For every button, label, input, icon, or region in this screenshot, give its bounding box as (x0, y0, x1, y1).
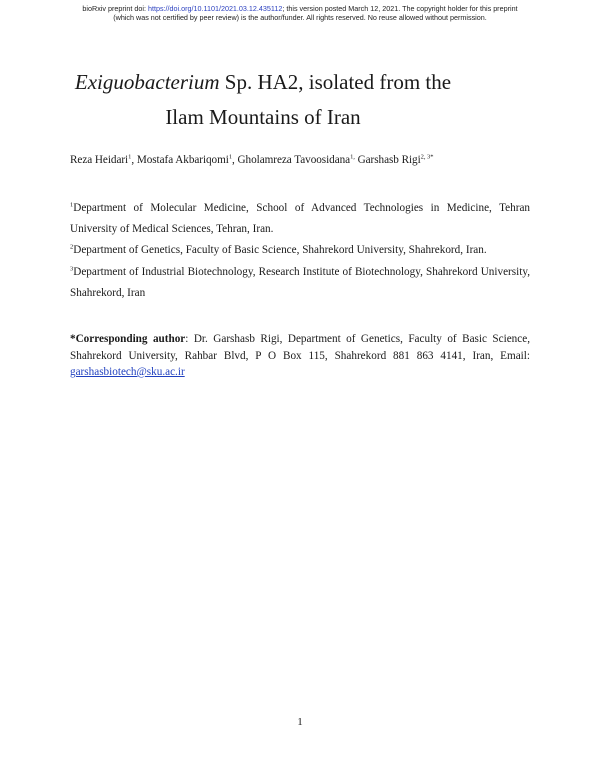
affiliation-2 (70, 240, 530, 261)
preprint-notice-line2: (which was not certified by peer review) is the author/funder. All rights reserved. No reuse allowed without permission. (113, 13, 487, 22)
author-sup: 1 (128, 153, 132, 161)
affiliation-number: 2 (70, 243, 74, 251)
page-number: 1 (297, 716, 303, 728)
affiliation-1 (70, 198, 530, 240)
author-sep: , (131, 154, 137, 166)
author-sup: 1, (350, 153, 355, 161)
preprint-notice (0, 4, 600, 22)
affiliation-number: 1 (70, 201, 74, 209)
affiliation-text: Department of Molecular Medicine, School of Advanced Technologies in Medicine, Tehran University of Medical Sciences, Tehran, Iran. (70, 202, 530, 235)
email-link[interactable]: garshasbiotech@sku.ac.ir (70, 366, 185, 378)
notice-suffix: ; this version posted March 12, 2021. The copyright holder for this preprint (282, 4, 518, 13)
doi-link[interactable]: https://doi.org/10.1101/2021.03.12.435112 (147, 4, 283, 13)
title-line1-rest: Sp. HA2, isolated from the (219, 70, 452, 94)
author-name: Mostafa Akbariqomi (136, 154, 229, 166)
author-sup: 1 (228, 153, 233, 161)
paper-title-line1 (0, 70, 526, 95)
author-sup: 2, 3* (420, 153, 434, 161)
affiliation-3 (70, 262, 530, 304)
notice-prefix: bioRxiv preprint doi: (82, 4, 148, 13)
author-list (70, 154, 433, 166)
author-sep: , (232, 154, 238, 166)
affiliation-text: Department of Genetics, Faculty of Basic Science, Shahrekord University, Shahrekord, Iran. (73, 244, 487, 256)
corresponding-label: *Corresponding author (70, 333, 186, 345)
preprint-notice-line1 (0, 4, 600, 13)
paper-title-line2: Ilam Mountains of Iran (165, 105, 361, 129)
affiliation-text: Department of Industrial Biotechnology, Research Institute of Biotechnology, Shahrekord University, Shahrekord, Iran (70, 266, 530, 299)
author-name: Garshasb Rigi (357, 154, 421, 166)
author-name: Reza Heidari (70, 154, 129, 166)
author-name: Gholamreza Tavoosidana (237, 154, 351, 166)
title-genus: Exiguobacterium (74, 70, 220, 94)
corresponding-author (70, 331, 530, 381)
corresponding-text: : Dr. Garshasb Rigi, Department of Genetics, Faculty of Basic Science, Shahrekord University, Rahbar Blvd, P O Box 115, Shahrekord 881 863 4141, Iran, Email: (70, 333, 530, 362)
affiliation-number: 3 (70, 265, 74, 273)
